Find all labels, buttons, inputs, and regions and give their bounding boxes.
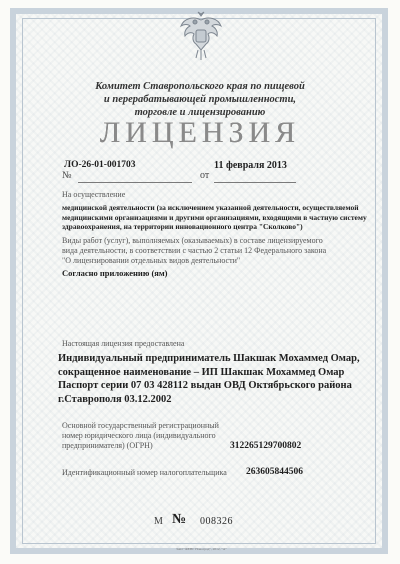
activity-description [62,203,372,232]
document-title: ЛИЦЕНЗИЯ [99,116,301,149]
ogrn-value: 312265129700802 [230,441,302,451]
license-number-sign: № [62,170,72,181]
activity-intro: На осуществление [62,190,126,199]
activity-line-1: медицинской деятельности (за исключением указанной деятельности, осуществляемой [62,203,359,212]
holder-line-2: сокращенное наименование – ИП Шакшак Мохаммед Омар [58,366,345,378]
holder-line-3: Паспорт серии 07 03 428112 выдан ОВД Октябрьского района [58,380,352,391]
license-date-prefix: от [200,170,210,181]
coat-of-arms-icon [178,10,224,62]
ogrn-label-line-3: предпринимателя) (ОГРН) [62,441,153,450]
form-number: 008326 [200,516,233,527]
form-number-sign: № [172,512,187,527]
ogrn-label [62,421,219,451]
works-line-1: Виды работ (услуг), выполняемых (оказываемых) в составе лицензируемого [62,236,323,245]
ogrn-label-line-1: Основной государственный регистрационный [62,421,219,430]
license-number-line [78,171,192,183]
license-date: 11 февраля 2013 [214,160,287,171]
holder-line-4: г.Ставрополя 03.12.2002 [58,393,172,405]
activity-line-3: здравоохранения, на территории инновационного центра "Сколково") [62,222,303,231]
authority-line-3: торговле и лицензированию [134,107,266,118]
works-appendix: Согласно приложению (ям) [62,268,168,278]
holder-details [58,352,388,406]
works-line-2: вида деятельности, в соответствии с частью 2 статьи 12 Федерального закона [62,246,327,255]
license-date-line [214,171,296,183]
issuing-authority [60,80,340,119]
authority-line-1: Комитет Ставропольского края по пищевой [95,81,305,92]
authority-line-2: и перерабатывающей промышленности, [103,94,297,105]
works-description [62,236,372,266]
inn-value: 263605844506 [246,467,303,477]
license-number: ЛО-26-01-001703 [64,160,136,170]
activity-line-2: медицинскими организациями и другими организациями, входящими в частную систему [62,212,367,222]
ogrn-label-line-2: номер юридического лица (индивидуального [62,431,216,440]
form-series: М [154,516,163,527]
printer-footer: ЗАО "ФЕНГ Новоград", 2012, "А" [176,547,227,551]
holder-line-1: Индивидуальный предприниматель Шакшак Мохаммед Омар, [58,353,360,364]
holder-intro: Настоящая лицензия предоставлена [62,339,185,348]
works-line-3: "О лицензировании отдельных видов деятельности" [62,256,241,265]
inn-label: Идентификационный номер налогоплательщика [62,468,227,477]
